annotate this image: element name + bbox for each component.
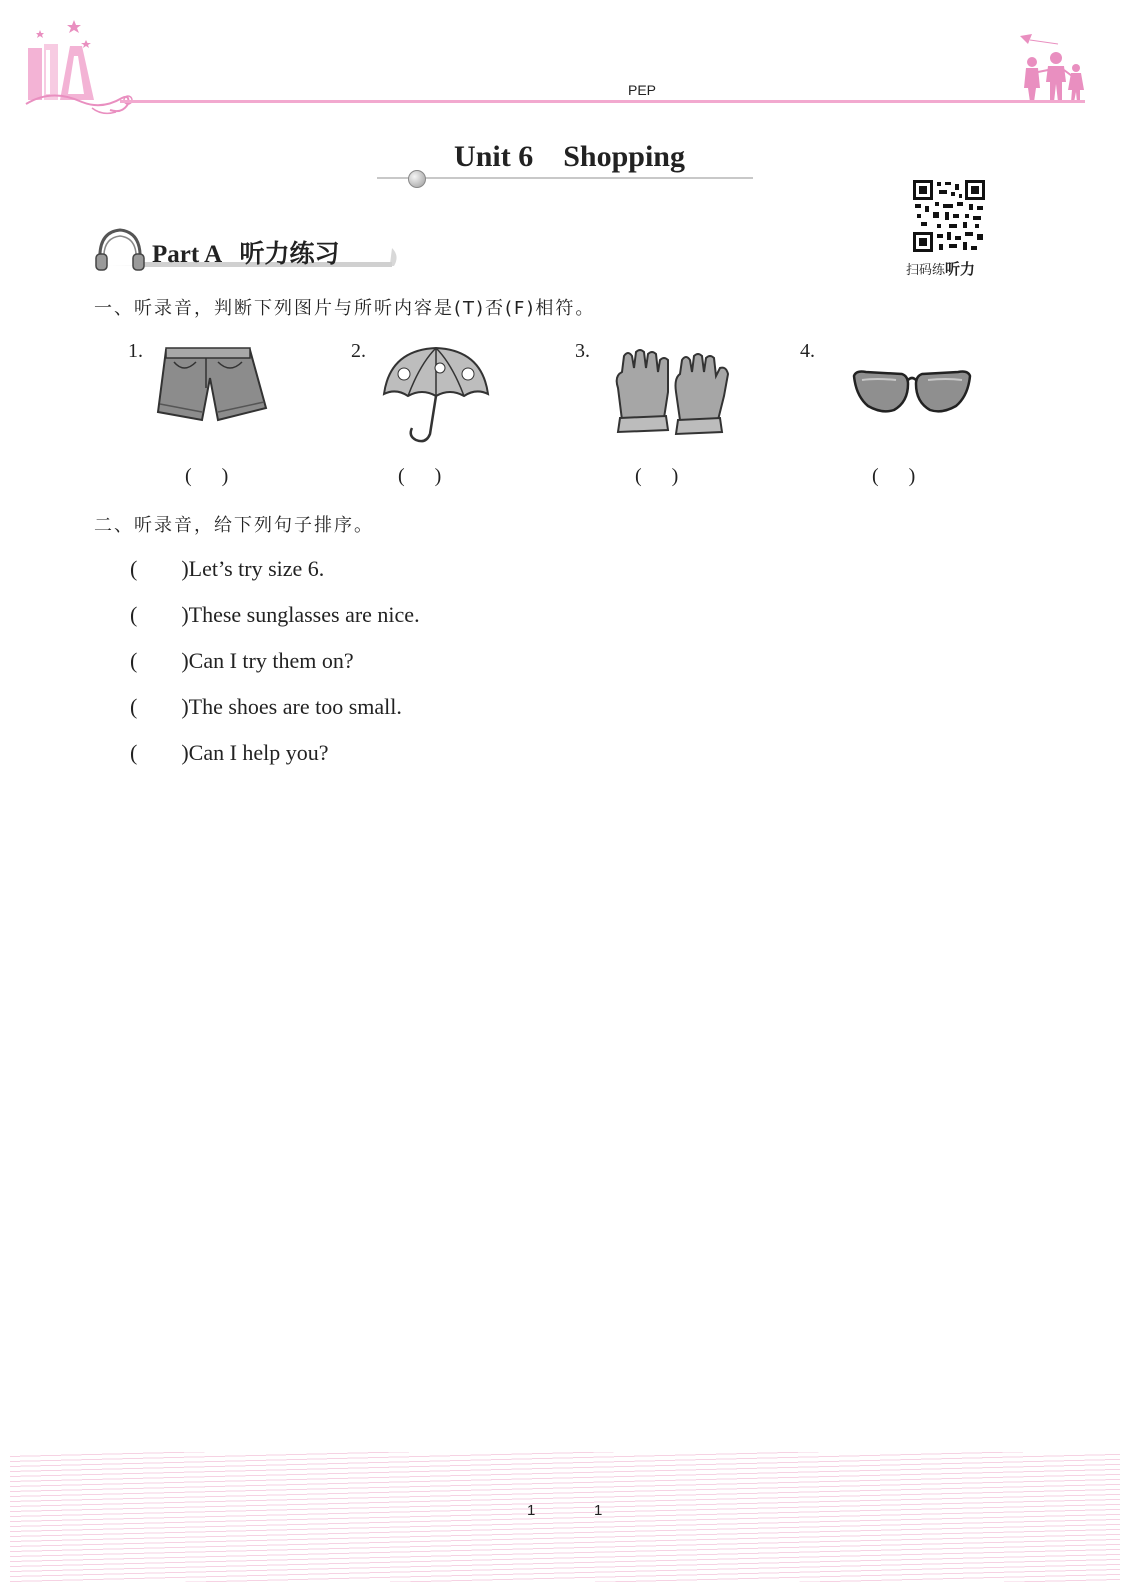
page-number-left: 1 — [527, 1502, 536, 1519]
qr-code-icon[interactable] — [913, 180, 985, 252]
star-icon — [36, 30, 44, 38]
page-number-right: 1 — [594, 1502, 603, 1519]
title-underline — [377, 177, 753, 179]
item-number: 4. — [800, 340, 815, 362]
qr-caption: 扫码练听力 — [906, 260, 976, 278]
gloves-icon — [612, 348, 734, 440]
page-title: Unit 6 Shopping — [454, 140, 685, 173]
footer-striped-band — [10, 1452, 1120, 1582]
item-number: 2. — [351, 340, 366, 362]
star-icon — [81, 40, 91, 48]
sentence-item[interactable]: ( )The shoes are too small. — [130, 694, 402, 719]
sentence-item[interactable]: ( )Let’s try size 6. — [130, 556, 325, 581]
header-book-decoration — [22, 18, 142, 118]
title-dot-decoration — [408, 170, 426, 188]
headphones-icon — [96, 230, 144, 270]
answer-blank[interactable]: ( ) — [398, 465, 442, 487]
answer-blank[interactable]: ( ) — [185, 465, 229, 487]
star-icon — [67, 20, 81, 33]
header-label: PEP — [628, 82, 657, 98]
section1-heading: 一、听录音，判断下列图片与所听内容是(T)否(F)相符。 — [94, 298, 596, 319]
item-number: 3. — [575, 340, 590, 362]
sentence-item[interactable]: ( )Can I help you? — [130, 740, 329, 765]
part-label: Part A 听力练习 — [152, 241, 340, 268]
shorts-icon — [156, 344, 268, 426]
sentence-item[interactable]: ( )Can I try them on? — [130, 648, 354, 673]
answer-blank[interactable]: ( ) — [872, 465, 916, 487]
sunglasses-icon — [852, 368, 972, 416]
sentence-item[interactable]: ( )These sunglasses are nice. — [130, 602, 420, 627]
umbrella-icon — [380, 344, 492, 448]
header-rule — [120, 100, 1085, 103]
answer-blank[interactable]: ( ) — [635, 465, 679, 487]
item-number: 1. — [128, 340, 143, 362]
kite-icon — [1020, 34, 1032, 44]
header-family-decoration — [1014, 32, 1092, 104]
section2-heading: 二、听录音，给下列句子排序。 — [94, 515, 374, 536]
